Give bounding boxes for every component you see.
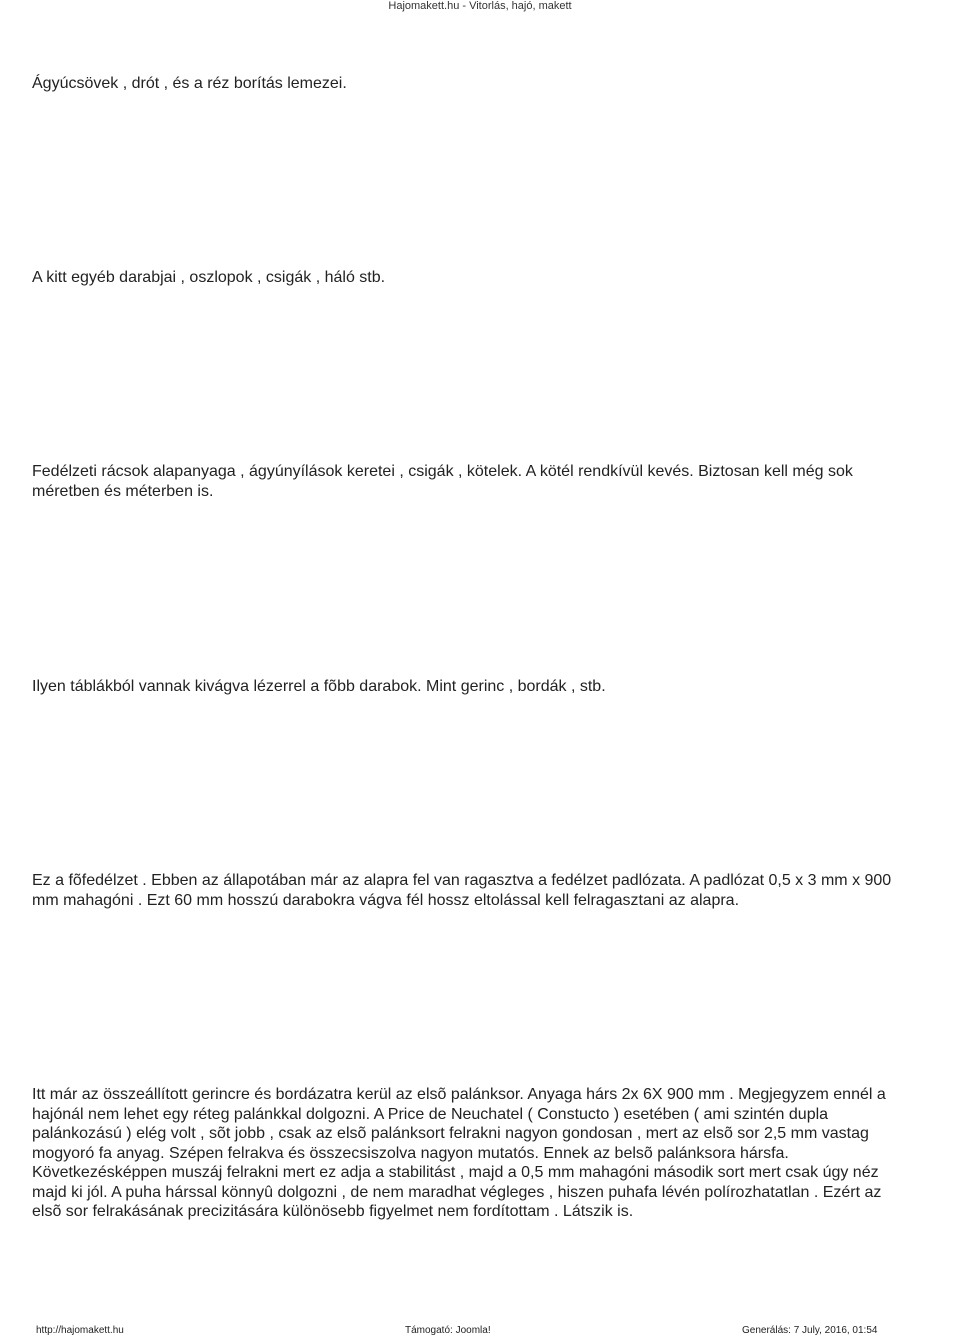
paragraph-first-planking: Itt már az összeállított gerincre és bordázatra kerül az elsõ palánksor. Anyaga hárs 2x 6X 900 mm . Megjegyzem ennél a hajónál nem lehet egy réteg palánkkal dolgozni. A Price de Neuchatel ( Constucto ) esetében ( ami szintén dupla palánkozású ) elég volt , sõt jobb , csak az elsõ palánksort felrakni nagyon gondosan , mert az elsõ sor 2,5 mm vastag mogyoró fa anyag. Szépen felrakva és összecsiszolva nagyon mutatós. Ennek az belsõ palánksora hársfa. Következésképpen muszáj felrakni mert ez adja a stabilitást , majd a 0,5 mm mahagóni második sort mert csak úgy néz majd ki jól. A puha hárssal könnyû dolgozni , de nem maradhat végleges , hiszen puhafa lévén polírozhatatlan . Ezért az elsõ sor felrakásának precizitására különösebb figyelmet nem fordítottam . Látszik is.: [32, 1086, 886, 1220]
paragraph-main-deck: Ez a fõfedélzet . Ebben az állapotában már az alapra fel van ragasztva a fedélzet padlózata. A padlózat 0,5 x 3 mm x 900 mm mahagóni . Ezt 60 mm hosszú darabokra vágva fél hossz eltolással kell felragasztani az alapra.: [32, 872, 892, 909]
page-footer: [0, 1325, 960, 1338]
footer-sponsor: Támogató: Joomla!: [405, 1325, 491, 1336]
page-header: Hajomakett.hu - Vitorlás, hajó, makett: [388, 0, 572, 12]
footer-generated-date: Generálás: 7 July, 2016, 01:54: [742, 1325, 878, 1336]
paragraph-deck-gratings: Fedélzeti rácsok alapanyaga , ágyúnyílások keretei , csigák , kötelek. A kötél rendkívül kevés. Biztosan kell még sok méretben és méterben is.: [32, 463, 853, 500]
paragraph-laser-cut-sheets: Ilyen táblákból vannak kivágva lézerrel a fõbb darabok. Mint gerinc , bordák , stb.: [32, 678, 606, 695]
paragraph-cannon-barrels: Ágyúcsövek , drót , és a réz borítás lemezei.: [32, 75, 347, 92]
paragraph-kit-parts: A kitt egyéb darabjai , oszlopok , csigák , háló stb.: [32, 269, 386, 286]
footer-url-link[interactable]: http://hajomakett.hu: [36, 1325, 124, 1336]
